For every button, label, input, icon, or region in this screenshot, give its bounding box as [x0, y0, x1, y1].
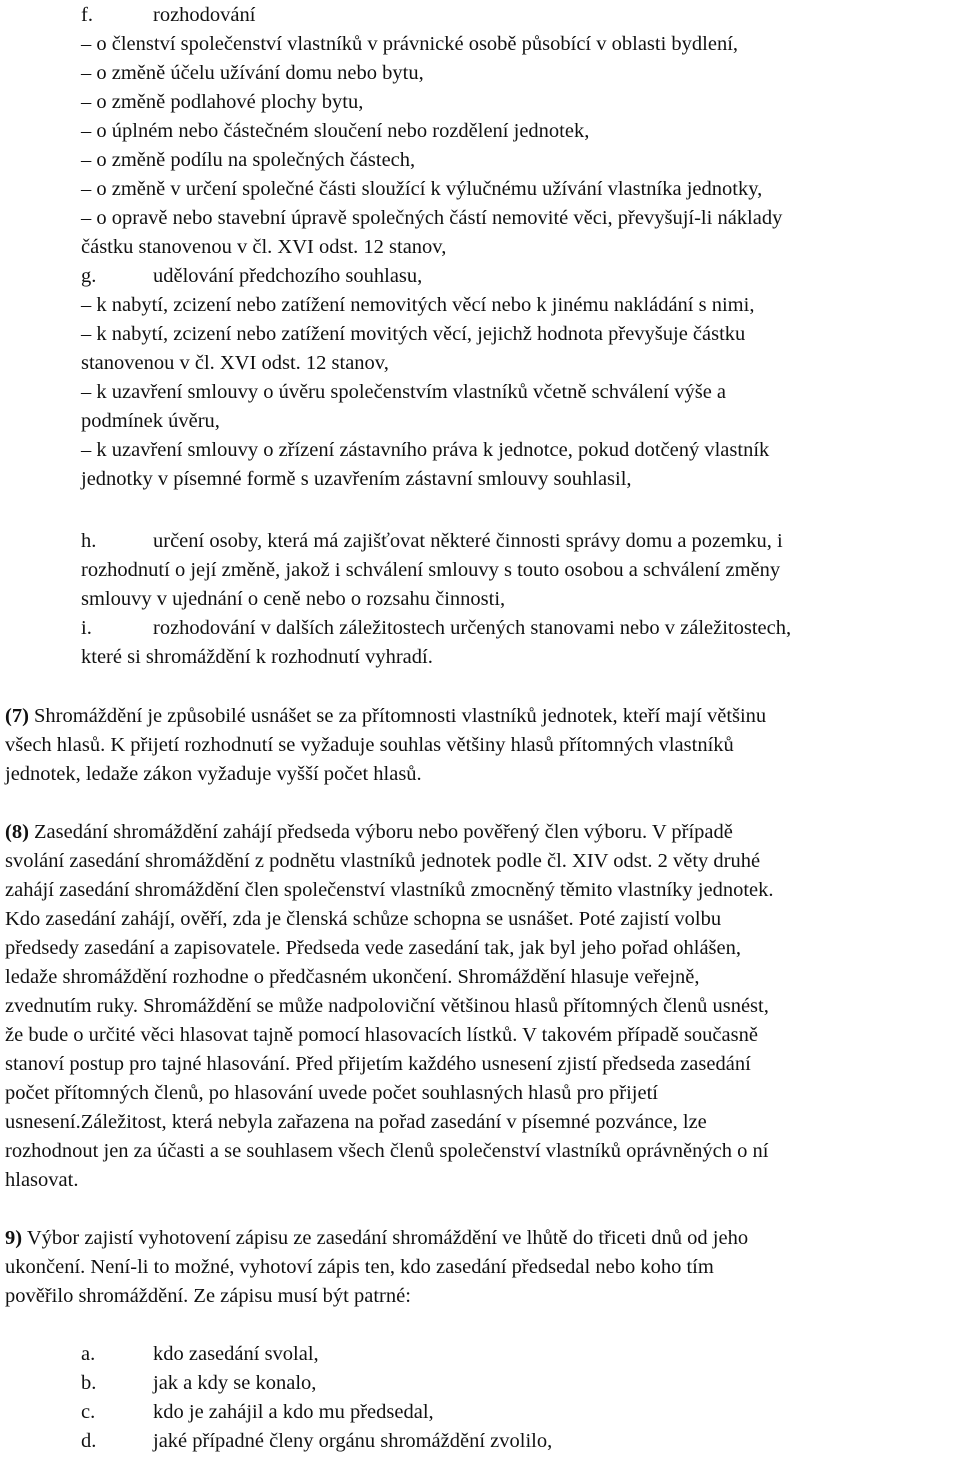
item-f-line: částku stanovenou v čl. XVI odst. 12 stanov,	[81, 236, 447, 258]
item-f-line: – o změně účelu užívání domu nebo bytu,	[81, 62, 424, 84]
paragraph-9-line: pověřilo shromáždění. Ze zápisu musí být patrné:	[5, 1285, 411, 1307]
paragraph-8-line: zvednutím ruky. Shromáždění se může nadpoloviční většinou hlasů přítomných členů usnést,	[5, 995, 769, 1017]
item-g-line: – k uzavření smlouvy o úvěru společenstvím vlastníků včetně schválení výše a	[81, 381, 727, 403]
list-item: jaké případné členy orgánu shromáždění zvolilo,	[153, 1430, 553, 1452]
paragraph-8-line: svolání zasedání shromáždění z podnětu vlastníků jednotek podle čl. XIV odst. 2 věty druhé	[5, 850, 761, 872]
paragraph-number: 9)	[5, 1227, 23, 1249]
paragraph-7-line: všech hlasů. K přijetí rozhodnutí se vyžaduje souhlas většiny hlasů přítomných vlastníků	[5, 734, 734, 756]
item-h-line: smlouvy v ujednání o ceně nebo o rozsahu činnosti,	[81, 588, 506, 610]
paragraph-text: Zasedání shromáždění zahájí předseda výboru nebo pověřený člen výboru. V případě	[28, 821, 733, 843]
item-marker-i: i.	[81, 617, 92, 639]
item-g-line: – k nabytí, zcizení nebo zatížení movitých věcí, jejichž hodnota převyšuje částku	[81, 323, 746, 345]
item-f-line: – o změně podlahové plochy bytu,	[81, 91, 364, 113]
item-marker-g: g.	[81, 265, 97, 287]
item-f-line: – o opravě nebo stavební úpravě společných částí nemovité věci, převyšují-li náklady	[81, 207, 783, 229]
paragraph-8-line: že bude o určité věci hlasovat tajně pomocí hlasovacích lístků. V takovém případě současně	[5, 1024, 758, 1046]
paragraph-8-line: stanoví postup pro tajné hlasování. Před přijetím každého usnesení zjistí předseda zasedání	[5, 1053, 751, 1075]
list-item-marker: d.	[81, 1430, 97, 1452]
item-i-line: které si shromáždění k rozhodnutí vyhradí.	[81, 646, 433, 668]
paragraph-7-first-line	[5, 704, 766, 728]
paragraph-8-line: počet přítomných členů, po hlasování uvede počet souhlasných hlasů pro přijetí	[5, 1082, 658, 1104]
paragraph-9-line: ukončení. Není-li to možné, vyhotoví zápis ten, kdo zasedání předsedal nebo koho tím	[5, 1256, 714, 1278]
list-item: jak a kdy se konalo,	[153, 1372, 317, 1394]
list-item: kdo zasedání svolal,	[153, 1343, 319, 1365]
paragraph-8-first-line	[5, 820, 733, 844]
paragraph-number: (8)	[5, 821, 29, 843]
item-f-title: rozhodování	[153, 4, 256, 26]
paragraph-number: (7)	[5, 705, 29, 727]
item-g-line: podmínek úvěru,	[81, 410, 220, 432]
item-marker-f: f.	[81, 4, 93, 26]
item-g-line: jednotky v písemné formě s uzavřením zástavní smlouvy souhlasil,	[81, 468, 632, 490]
item-i-line: rozhodování v dalších záležitostech určených stanovami nebo v záležitostech,	[153, 617, 792, 639]
paragraph-text: Výbor zajistí vyhotovení zápisu ze zasedání shromáždění ve lhůtě do třiceti dnů od jeho	[22, 1227, 749, 1249]
item-marker-h: h.	[81, 530, 97, 552]
paragraph-8-line: rozhodnout jen za účasti a se souhlasem všech členů společenství vlastníků oprávněných o ní	[5, 1140, 769, 1162]
paragraph-8-line: předsedy zasedání a zapisovatele. Předseda vede zasedání tak, jak byl jeho pořad ohlášen,	[5, 937, 741, 959]
item-f-line: – o změně podílu na společných částech,	[81, 149, 416, 171]
item-f-line: – o úplném nebo částečném sloučení nebo rozdělení jednotek,	[81, 120, 590, 142]
paragraph-8-line: zahájí zasedání shromáždění člen společenství vlastníků zmocněný těmito vlastníky jednotek.	[5, 879, 774, 901]
item-g-line: – k nabytí, zcizení nebo zatížení nemovitých věcí nebo k jinému nakládání s nimi,	[81, 294, 755, 316]
item-h-line: rozhodnutí o její změně, jakož i schválení smlouvy s touto osobou a schválení změny	[81, 559, 781, 581]
list-item: kdo je zahájil a kdo mu předsedal,	[153, 1401, 434, 1423]
paragraph-8-line: hlasovat.	[5, 1169, 79, 1191]
item-g-line: – k uzavření smlouvy o zřízení zástavního práva k jednotce, pokud dotčený vlastník	[81, 439, 770, 461]
paragraph-text: Shromáždění je způsobilé usnášet se za přítomnosti vlastníků jednotek, kteří mají většinu	[28, 705, 767, 727]
list-item-marker: b.	[81, 1372, 97, 1394]
item-f-line: – o členství společenství vlastníků v právnické osobě působící v oblasti bydlení,	[81, 33, 739, 55]
item-g-line: stanovenou v čl. XVI odst. 12 stanov,	[81, 352, 389, 374]
paragraph-7-line: jednotek, ledaže zákon vyžaduje vyšší počet hlasů.	[5, 763, 422, 785]
list-item-marker: c.	[81, 1401, 96, 1423]
item-f-line: – o změně v určení společné části sloužící k výlučnému užívání vlastníka jednotky,	[81, 178, 763, 200]
paragraph-8-line: ledaže shromáždění rozhodne o předčasném ukončení. Shromáždění hlasuje veřejně,	[5, 966, 700, 988]
paragraph-8-line: usnesení.Záležitost, která nebyla zařazena na pořad zasedání v písemné pozvánce, lze	[5, 1111, 707, 1133]
paragraph-8-line: Kdo zasedání zahájí, ověří, zda je členská schůze schopna se usnášet. Poté zajistí volbu	[5, 908, 722, 930]
item-g-title: udělování předchozího souhlasu,	[153, 265, 423, 287]
list-item-marker: a.	[81, 1343, 96, 1365]
paragraph-9-first-line	[5, 1226, 748, 1250]
item-h-line: určení osoby, která má zajišťovat některé činnosti správy domu a pozemku, i	[153, 530, 783, 552]
